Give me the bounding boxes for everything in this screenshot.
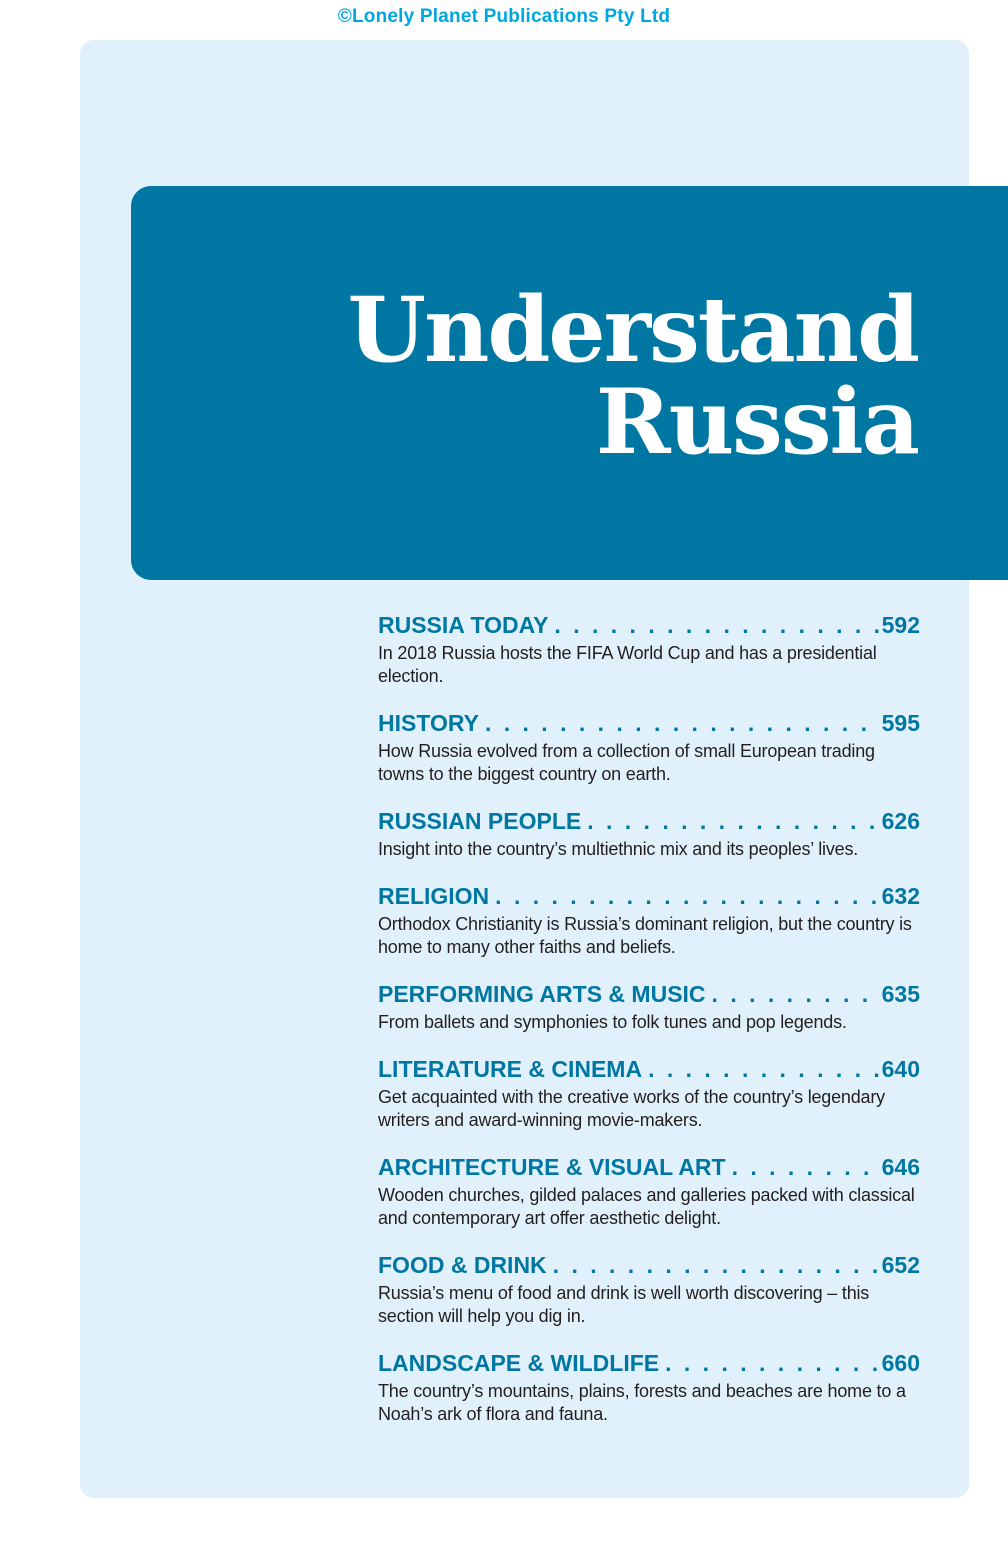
copyright-notice: ©Lonely Planet Publications Pty Ltd <box>337 6 671 27</box>
toc-page-number[interactable]: 660 <box>881 1350 920 1376</box>
toc-description: How Russia evolved from a collection of small European trading towns to the biggest country on earth. <box>378 741 875 784</box>
dot-leader <box>648 1054 880 1084</box>
toc-section-title[interactable]: PERFORMING ARTS & MUSIC <box>378 981 706 1007</box>
dot-leader <box>554 610 879 640</box>
page-title <box>347 277 918 475</box>
toc-entry-religion[interactable] <box>378 881 920 959</box>
dot-leader <box>485 708 880 738</box>
toc-page-number[interactable]: 652 <box>881 1252 920 1278</box>
toc-entry-literature-cinema[interactable] <box>378 1054 920 1132</box>
toc-heading[interactable] <box>378 708 920 738</box>
toc-section-title[interactable]: FOOD & DRINK <box>378 1252 547 1278</box>
toc-page-number[interactable]: 592 <box>881 612 920 638</box>
toc-description: Russia’s menu of food and drink is well worth discovering – this section will help you dig in. <box>378 1283 870 1326</box>
toc-entry-performing-arts[interactable] <box>378 979 920 1034</box>
dot-leader <box>732 1152 880 1182</box>
toc-section-title[interactable]: LANDSCAPE & WILDLIFE <box>378 1350 660 1376</box>
toc-heading[interactable] <box>378 979 920 1009</box>
dot-leader <box>495 881 879 911</box>
toc-heading[interactable] <box>378 1054 920 1084</box>
toc-entry-russia-today[interactable] <box>378 610 920 688</box>
toc-entry-food-drink[interactable] <box>378 1250 920 1328</box>
chapter-banner <box>131 186 1008 580</box>
toc-section-title[interactable]: ARCHITECTURE & VISUAL ART <box>378 1154 726 1180</box>
toc-entry-landscape-wildlife[interactable] <box>378 1348 920 1426</box>
page-title-line-1: Understand <box>347 277 918 383</box>
toc-description: The country’s mountains, plains, forests and beaches are home to a Noah’s ark of flora and fauna. <box>378 1381 906 1424</box>
toc-description: Wooden churches, gilded palaces and galleries packed with classical and contemporary art offer aesthetic delight. <box>378 1185 915 1228</box>
toc-heading[interactable] <box>378 881 920 911</box>
toc-page-number[interactable]: 595 <box>881 710 920 736</box>
dot-leader <box>665 1348 880 1378</box>
dot-leader <box>553 1250 880 1280</box>
toc-section-title[interactable]: HISTORY <box>378 710 479 736</box>
toc-section-title[interactable]: RUSSIAN PEOPLE <box>378 808 582 834</box>
toc-entry-russian-people[interactable] <box>378 806 920 861</box>
toc-section-title[interactable]: RELIGION <box>378 883 490 909</box>
toc-page-number[interactable]: 626 <box>881 808 920 834</box>
toc-entry-architecture[interactable] <box>378 1152 920 1230</box>
toc-heading[interactable] <box>378 1152 920 1182</box>
toc-heading[interactable] <box>378 610 920 640</box>
toc-heading[interactable] <box>378 1250 920 1280</box>
toc-description: Insight into the country’s multiethnic mix and its peoples’ lives. <box>378 839 859 859</box>
toc-heading[interactable] <box>378 806 920 836</box>
toc-page-number[interactable]: 632 <box>881 883 920 909</box>
dot-leader <box>712 979 880 1009</box>
toc-section-title[interactable]: LITERATURE & CINEMA <box>378 1056 643 1082</box>
toc-page-number[interactable]: 646 <box>881 1154 920 1180</box>
table-of-contents <box>378 610 920 1446</box>
toc-page-number[interactable]: 640 <box>881 1056 920 1082</box>
dot-leader <box>587 806 879 836</box>
page-title-line-2: Russia <box>595 369 918 475</box>
toc-page-number[interactable]: 635 <box>881 981 920 1007</box>
toc-description: Get acquainted with the creative works of the country’s legendary writers and award-winning movie-makers. <box>378 1087 885 1130</box>
toc-description: In 2018 Russia hosts the FIFA World Cup and has a presidential election. <box>378 643 877 686</box>
toc-entry-history[interactable] <box>378 708 920 786</box>
toc-description: Orthodox Christianity is Russia’s dominant religion, but the country is home to many other faiths and beliefs. <box>378 914 912 957</box>
toc-section-title[interactable]: RUSSIA TODAY <box>378 612 549 638</box>
toc-description: From ballets and symphonies to folk tunes and pop legends. <box>378 1012 847 1032</box>
toc-heading[interactable] <box>378 1348 920 1378</box>
